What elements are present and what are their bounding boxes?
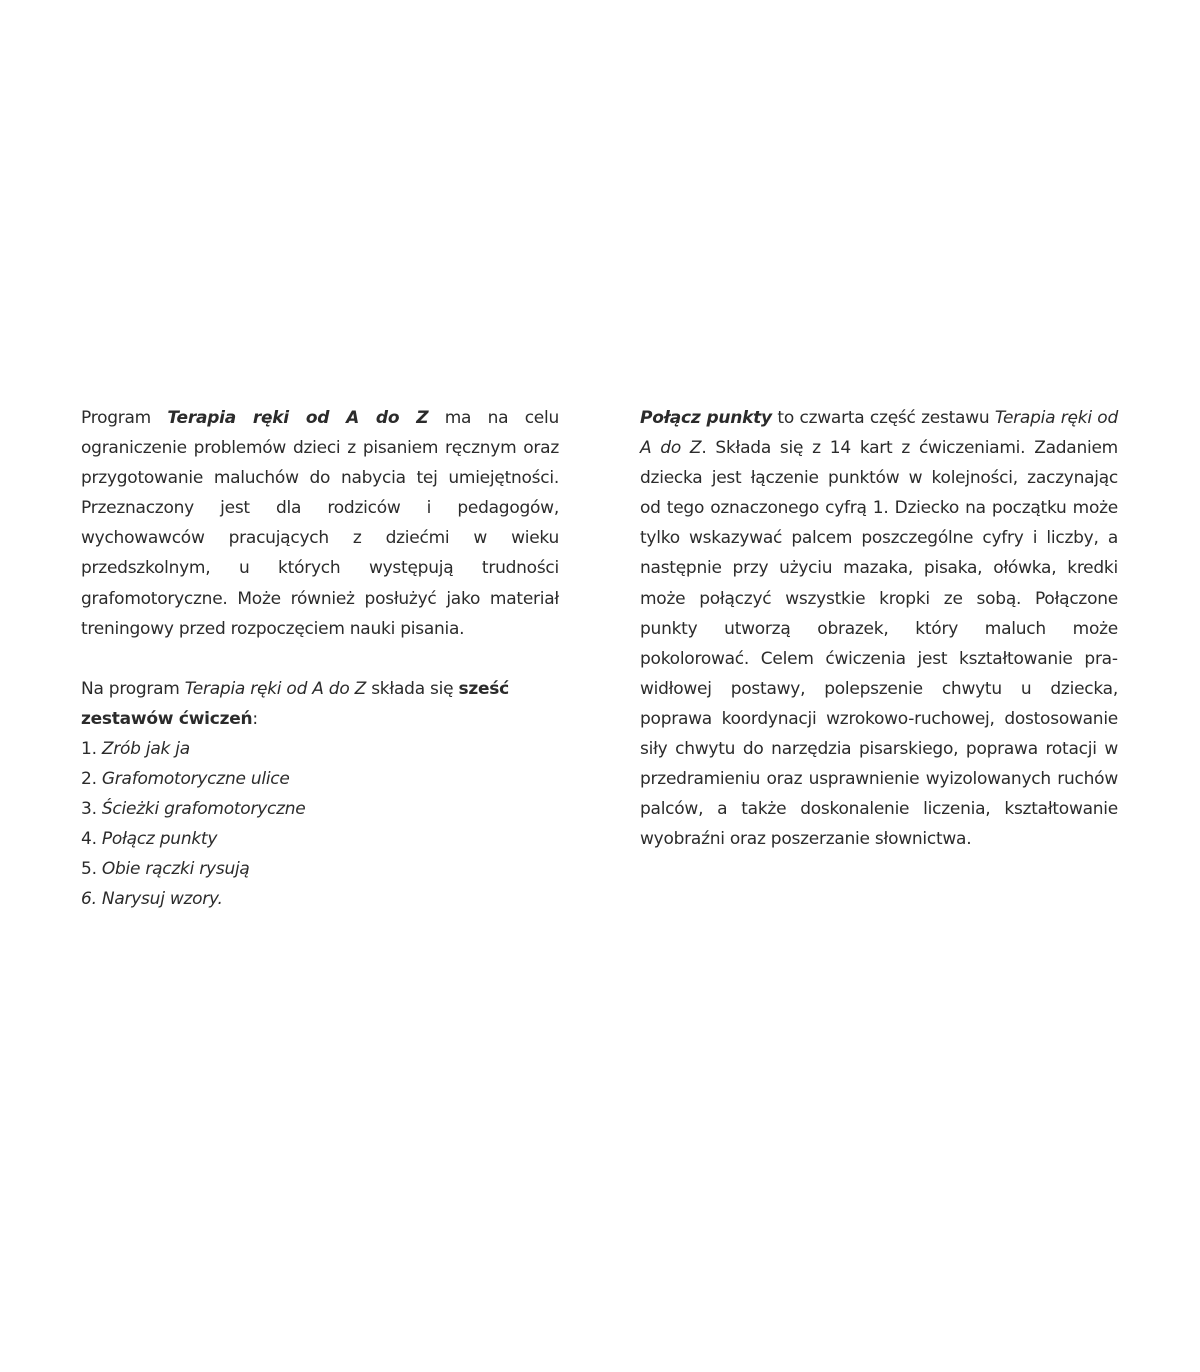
list-item-number: 6. xyxy=(81,889,102,910)
sets-intro-paragraph xyxy=(81,674,559,734)
list-item xyxy=(81,884,559,914)
program-title: Terapia ręki od A do Z xyxy=(167,408,429,428)
list-item-number: 2. xyxy=(81,769,102,790)
list-item-number: 4. xyxy=(81,829,102,850)
list-item xyxy=(81,824,559,854)
left-column xyxy=(81,403,559,915)
list-item xyxy=(81,764,559,794)
list-item-number: 1. xyxy=(81,738,102,759)
list-item-name: Połącz punkty xyxy=(101,829,218,850)
list-item-name: Zrób jak ja xyxy=(101,738,190,759)
intro-paragraph xyxy=(81,403,559,644)
part-title: Połącz punkty xyxy=(640,408,772,428)
exercise-sets-list xyxy=(81,734,559,915)
list-item-name: Obie rączki rysują xyxy=(101,859,250,880)
description-text-body: . Składa się z 14 kart z ćwiczeniami. Zadaniem dziecka jest łączenie punktów w kolejności, zaczynając od tego oznaczonego cyfrą 1. Dziecko na początku może tylko wskazywać palcem poszczególne cyfry i liczby, a następnie przy użyciu mazaka, pisaka, ołówka, kredki może połączyć wszystkie kropki ze sobą. Połączone punkty utworzą obrazek, który maluch może pokolorować. Celem ćwiczenia jest kształtowanie prawidłowej postawy, polepszenie chwytu u dziecka, poprawa koordynacji wzrokowo-ruchowej, dostosowanie siły chwytu do narzędzia pisarskiego, poprawa rotacji w przedramieniu oraz usprawnienie wyizolowanych ruchów palców, a także doskonalenie liczenia, kształtowanie wyobraźni oraz poszerzanie słownictwa. xyxy=(640,438,1118,850)
sets-intro-text-mid: składa się xyxy=(366,678,459,699)
program-title-inline: Terapia ręki od A do Z xyxy=(184,678,367,699)
list-item-name: Grafomotoryczne ulice xyxy=(101,769,290,790)
list-item xyxy=(81,854,559,884)
list-item-name: Ścieżki grafomotoryczne xyxy=(101,799,306,820)
sets-intro-colon: : xyxy=(252,708,258,729)
list-item-number: 3. xyxy=(81,799,102,820)
list-item-number: 5. xyxy=(81,859,102,880)
sets-count-bold: sześć zestawów ćwiczeń xyxy=(81,678,509,729)
list-item-name: Narysuj wzory. xyxy=(101,889,223,910)
list-item xyxy=(81,794,559,824)
sets-intro-text-start: Na program xyxy=(81,678,185,699)
intro-text-start: Program xyxy=(81,408,168,428)
list-item xyxy=(81,734,559,764)
paragraph-spacer xyxy=(81,644,559,674)
intro-text-body: ma na celu ograniczenie problemów dzieci z pisaniem ręcznym oraz przygotowanie maluchów do nabycia tej umiejętności. Przeznaczony jest dla rodziców i pedagogów, wychowawców pracujących z dziećmi w wieku przedszkolnym, u których występują trudności grafomotoryczne. Może również posłużyć jako materiał treningowy przed rozpoczęciem nauki pisania. xyxy=(81,408,560,639)
series-title: Terapia ręki od A do Z xyxy=(640,408,1119,459)
right-column xyxy=(640,403,1118,854)
description-paragraph xyxy=(640,403,1118,854)
description-text-start: to czwarta część zestawu xyxy=(771,408,995,428)
